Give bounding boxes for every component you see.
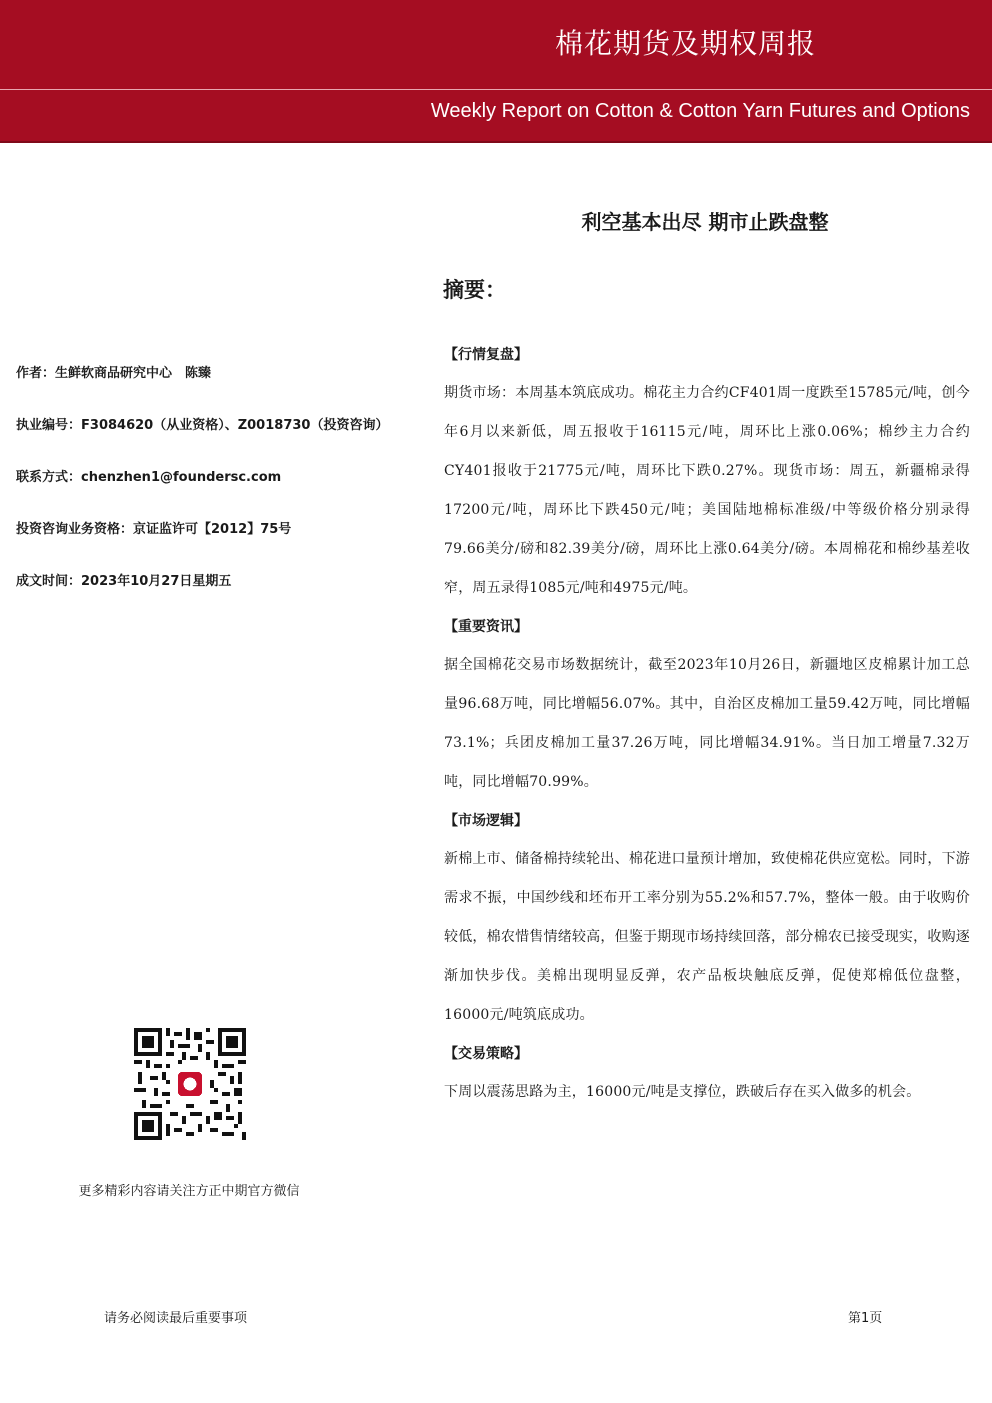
abstract-content	[444, 336, 970, 1112]
report-series-subtitle: Weekly Report on Cotton & Cotton Yarn Futures and Options	[430, 100, 970, 122]
section-heading-logic: 【市场逻辑】	[444, 813, 528, 829]
wechat-qr-code-icon	[134, 1028, 246, 1140]
page-number: 第1页	[848, 1311, 883, 1326]
section-paragraph: 期货市场：本周基本筑底成功。棉花主力合约CF401周一度跌至15785元/吨，创今年6月以来新低，周五报收于16115元/吨，周环比上涨0.06%；棉纱主力合约CY401报收于21775元/吨，周环比下跌0.27%。现货市场：周五，新疆棉录得17200元/吨，周环比下跌450元/吨；美国陆地棉标准级/中等级价格分别录得79.66美分/磅和82.39美分/磅，周环比上涨0.64美分/磅。本周棉花和棉纱基差收窄，周五录得1085元/吨和4975元/吨。	[444, 385, 970, 596]
report-title: 利空基本出尽 期市止跌盘整	[581, 210, 829, 234]
meta-contact: 联系方式：chenzhen1@foundersc.com	[16, 470, 282, 485]
section-paragraph: 下周以震荡思路为主，16000元/吨是支撑位，跌破后存在买入做多的机会。	[444, 1084, 921, 1100]
header-banner	[0, 0, 992, 143]
section-heading-news: 【重要资讯】	[444, 619, 528, 635]
report-series-title: 棉花期货及期权周报	[554, 27, 816, 60]
section-paragraph: 新棉上市、储备棉持续轮出、棉花进口量预计增加，致使棉花供应宽松。同时，下游需求不振，中国纱线和坯布开工率分别为55.2%和57.7%，整体一般。由于收购价较低，棉农惜售情绪较高，但鉴于期现市场持续回落，部分棉农已接受现实，收购逐渐加快步伐。美棉出现明显反弹，农产品板块触底反弹，促使郑棉低位盘整，16000元/吨筑底成功。	[444, 851, 970, 1023]
meta-qualification: 投资咨询业务资格：京证监许可【2012】75号	[16, 522, 292, 537]
meta-date: 成文时间：2023年10月27日星期五	[16, 574, 232, 589]
qr-caption: 更多精彩内容请关注方正中期官方微信	[78, 1184, 300, 1199]
meta-author: 作者：生鲜软商品研究中心 陈臻	[16, 366, 212, 381]
abstract-heading: 摘要：	[443, 278, 506, 302]
section-paragraph: 据全国棉花交易市场数据统计，截至2023年10月26日，新疆地区皮棉累计加工总量96.68万吨，同比增幅56.07%。其中，自治区皮棉加工量59.42万吨，同比增幅73.1%；兵团皮棉加工量37.26万吨，同比增幅34.91%。当日加工增量7.32万吨，同比增幅70.99%。	[444, 657, 970, 790]
section-heading-strategy: 【交易策略】	[444, 1046, 528, 1062]
banner-divider	[0, 89, 992, 90]
footer-disclaimer: 请务必阅读最后重要事项	[104, 1311, 248, 1326]
contact-email[interactable]: chenzhen1@foundersc.com	[81, 470, 282, 485]
section-heading-market-review: 【行情复盘】	[444, 347, 528, 363]
meta-license: 执业编号：F3084620（从业资格）、Z0018730（投资咨询）	[16, 418, 389, 433]
author-info	[16, 362, 426, 622]
